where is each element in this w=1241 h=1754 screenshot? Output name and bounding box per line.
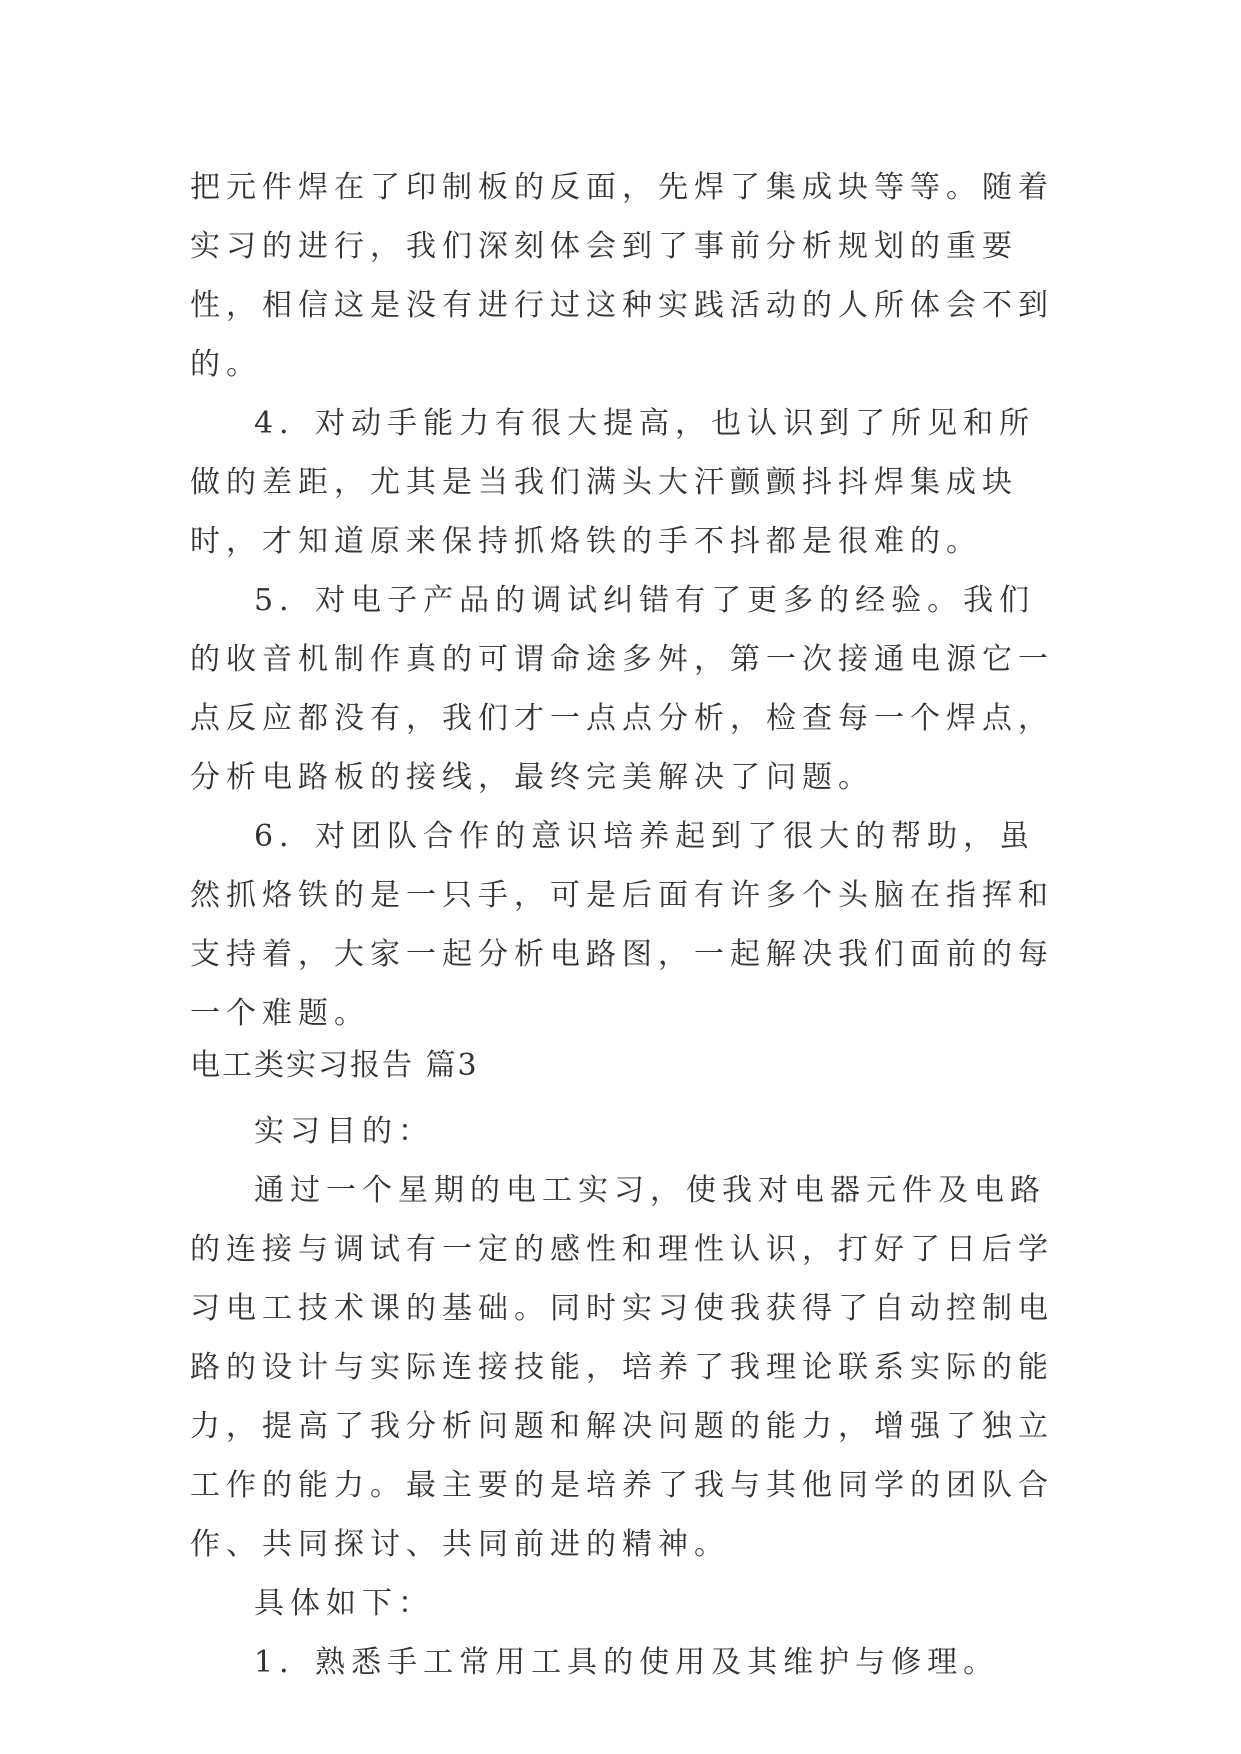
paragraph-item-6: 6．对团队合作的意识培养起到了很大的帮助，虽然抓烙铁的是一只手，可是后面有许多个头脑在指挥和支持着，大家一起分析电路图，一起解决我们面前的每一个难题。	[190, 819, 1054, 1031]
paragraph-details-label: 具体如下：	[254, 1586, 434, 1621]
paragraph-purpose: 通过一个星期的电工实习，使我对电器元件及电路的连接与调试有一定的感性和理性认识，打好了日后学习电工技术课的基础。同时实习使我获得了自动控制电路的设计与实际连接技能，培养了我理论联系实际的能力，提高了我分析问题和解决问题的能力，增强了独立工作的能力。最主要的是培养了我与其他同学的团队合作、共同探讨、共同前进的精神。	[190, 1173, 1054, 1562]
paragraph-item-5: 5．对电子产品的调试纠错有了更多的经验。我们的收音机制作真的可谓命途多舛，第一次接通电源它一点反应都没有，我们才一点点分析，检查每一个焊点，分析电路板的接线，最终完美解决了问题。	[190, 583, 1054, 795]
paragraph-item-4: 4．对动手能力有很大提高，也认识到了所见和所做的差距，尤其是当我们满头大汗颤颤抖抖焊集成块时，才知道原来保持抓烙铁的手不抖都是很难的。	[190, 406, 1036, 559]
paragraph-continued: 把元件焊在了印制板的反面，先焊了集成块等等。随着实习的进行，我们深刻体会到了事前分析规划的重要性，相信这是没有进行过这种实践活动的人所体会不到的。	[190, 170, 1054, 382]
section-heading: 电工类实习报告 篇3	[190, 1048, 479, 1083]
paragraph-item-1: 1．熟悉手工常用工具的使用及其维护与修理。	[254, 1645, 1000, 1680]
paragraph-purpose-label: 实习目的：	[254, 1114, 434, 1149]
document-body	[190, 158, 1060, 1692]
